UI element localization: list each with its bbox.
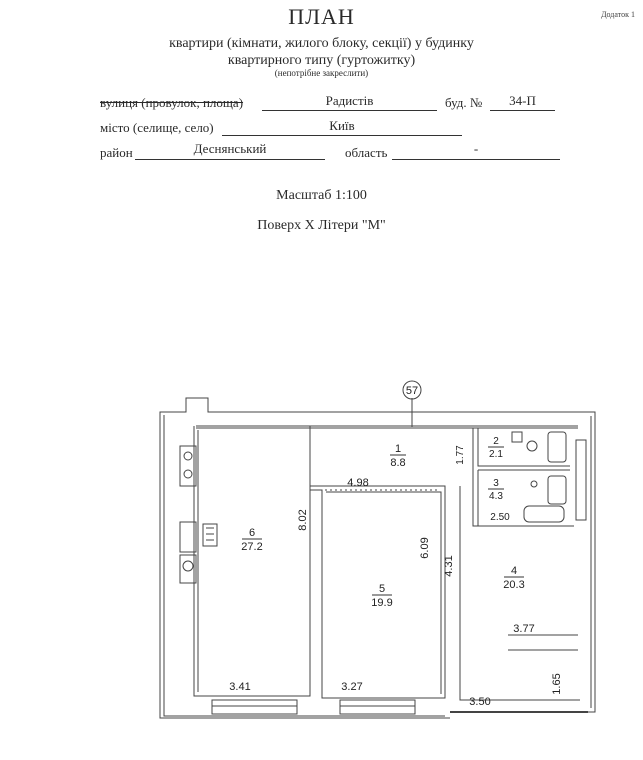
district-value: Деснянський (193, 141, 267, 156)
building-value: 34-П (509, 93, 536, 108)
dim-bath-width: 2.50 (490, 512, 510, 523)
city-value: Київ (329, 118, 355, 133)
room-2-number: 2 (493, 436, 499, 447)
street-value: Радистів (325, 93, 374, 108)
room-4-number: 4 (510, 565, 518, 577)
subtitle-line-1: квартири (кімнати, жилого блоку, секції) у будинку (169, 36, 474, 51)
dim-corridor-length: 4.98 (347, 477, 369, 489)
room-3-number: 3 (493, 478, 499, 489)
room-3-area: 4.3 (489, 491, 503, 502)
room-6-number: 6 (248, 527, 256, 539)
subtitle-line-2: квартирного типу (гуртожитку) (227, 53, 416, 68)
appendix-label: Додаток 1 (601, 10, 635, 19)
dim-room4-height: 4.31 (443, 555, 455, 577)
room-4-area: 20.3 (503, 579, 525, 591)
axis-label: 57 (405, 385, 419, 397)
region-value: - (473, 141, 479, 156)
district-label: район (100, 145, 133, 160)
scale-label: Масштаб 1:100 (276, 188, 367, 203)
dim-kitchen-height: 8.02 (297, 509, 309, 531)
room-5-number: 5 (378, 583, 386, 595)
dim-balcony-width: 3.50 (469, 696, 491, 708)
dim-room5-width: 3.27 (341, 681, 363, 693)
street-label: вулиця (провулок, площа) (100, 95, 244, 110)
room-1-area: 8.8 (390, 457, 406, 469)
room-2-area: 2.1 (489, 449, 503, 460)
room-5-area: 19.9 (371, 597, 393, 609)
subtitle-note: (непотрібне закреслити) (274, 68, 369, 78)
city-label: місто (селище, село) (100, 120, 214, 135)
dim-kitchen-width: 3.41 (229, 681, 251, 693)
dim-room5-height: 6.09 (419, 537, 431, 559)
page-title: ПЛАН (288, 4, 355, 29)
room-6-area: 27.2 (241, 541, 263, 553)
dim-balcony-depth: 1.65 (551, 673, 563, 695)
building-label: буд. № (445, 95, 483, 110)
dim-room4-width: 3.77 (513, 623, 535, 635)
room-1-number: 1 (394, 443, 402, 455)
region-label: область (345, 145, 388, 160)
floor-label: Поверх Х Літери "М" (257, 218, 386, 233)
dim-bath-height: 1.77 (455, 445, 466, 465)
